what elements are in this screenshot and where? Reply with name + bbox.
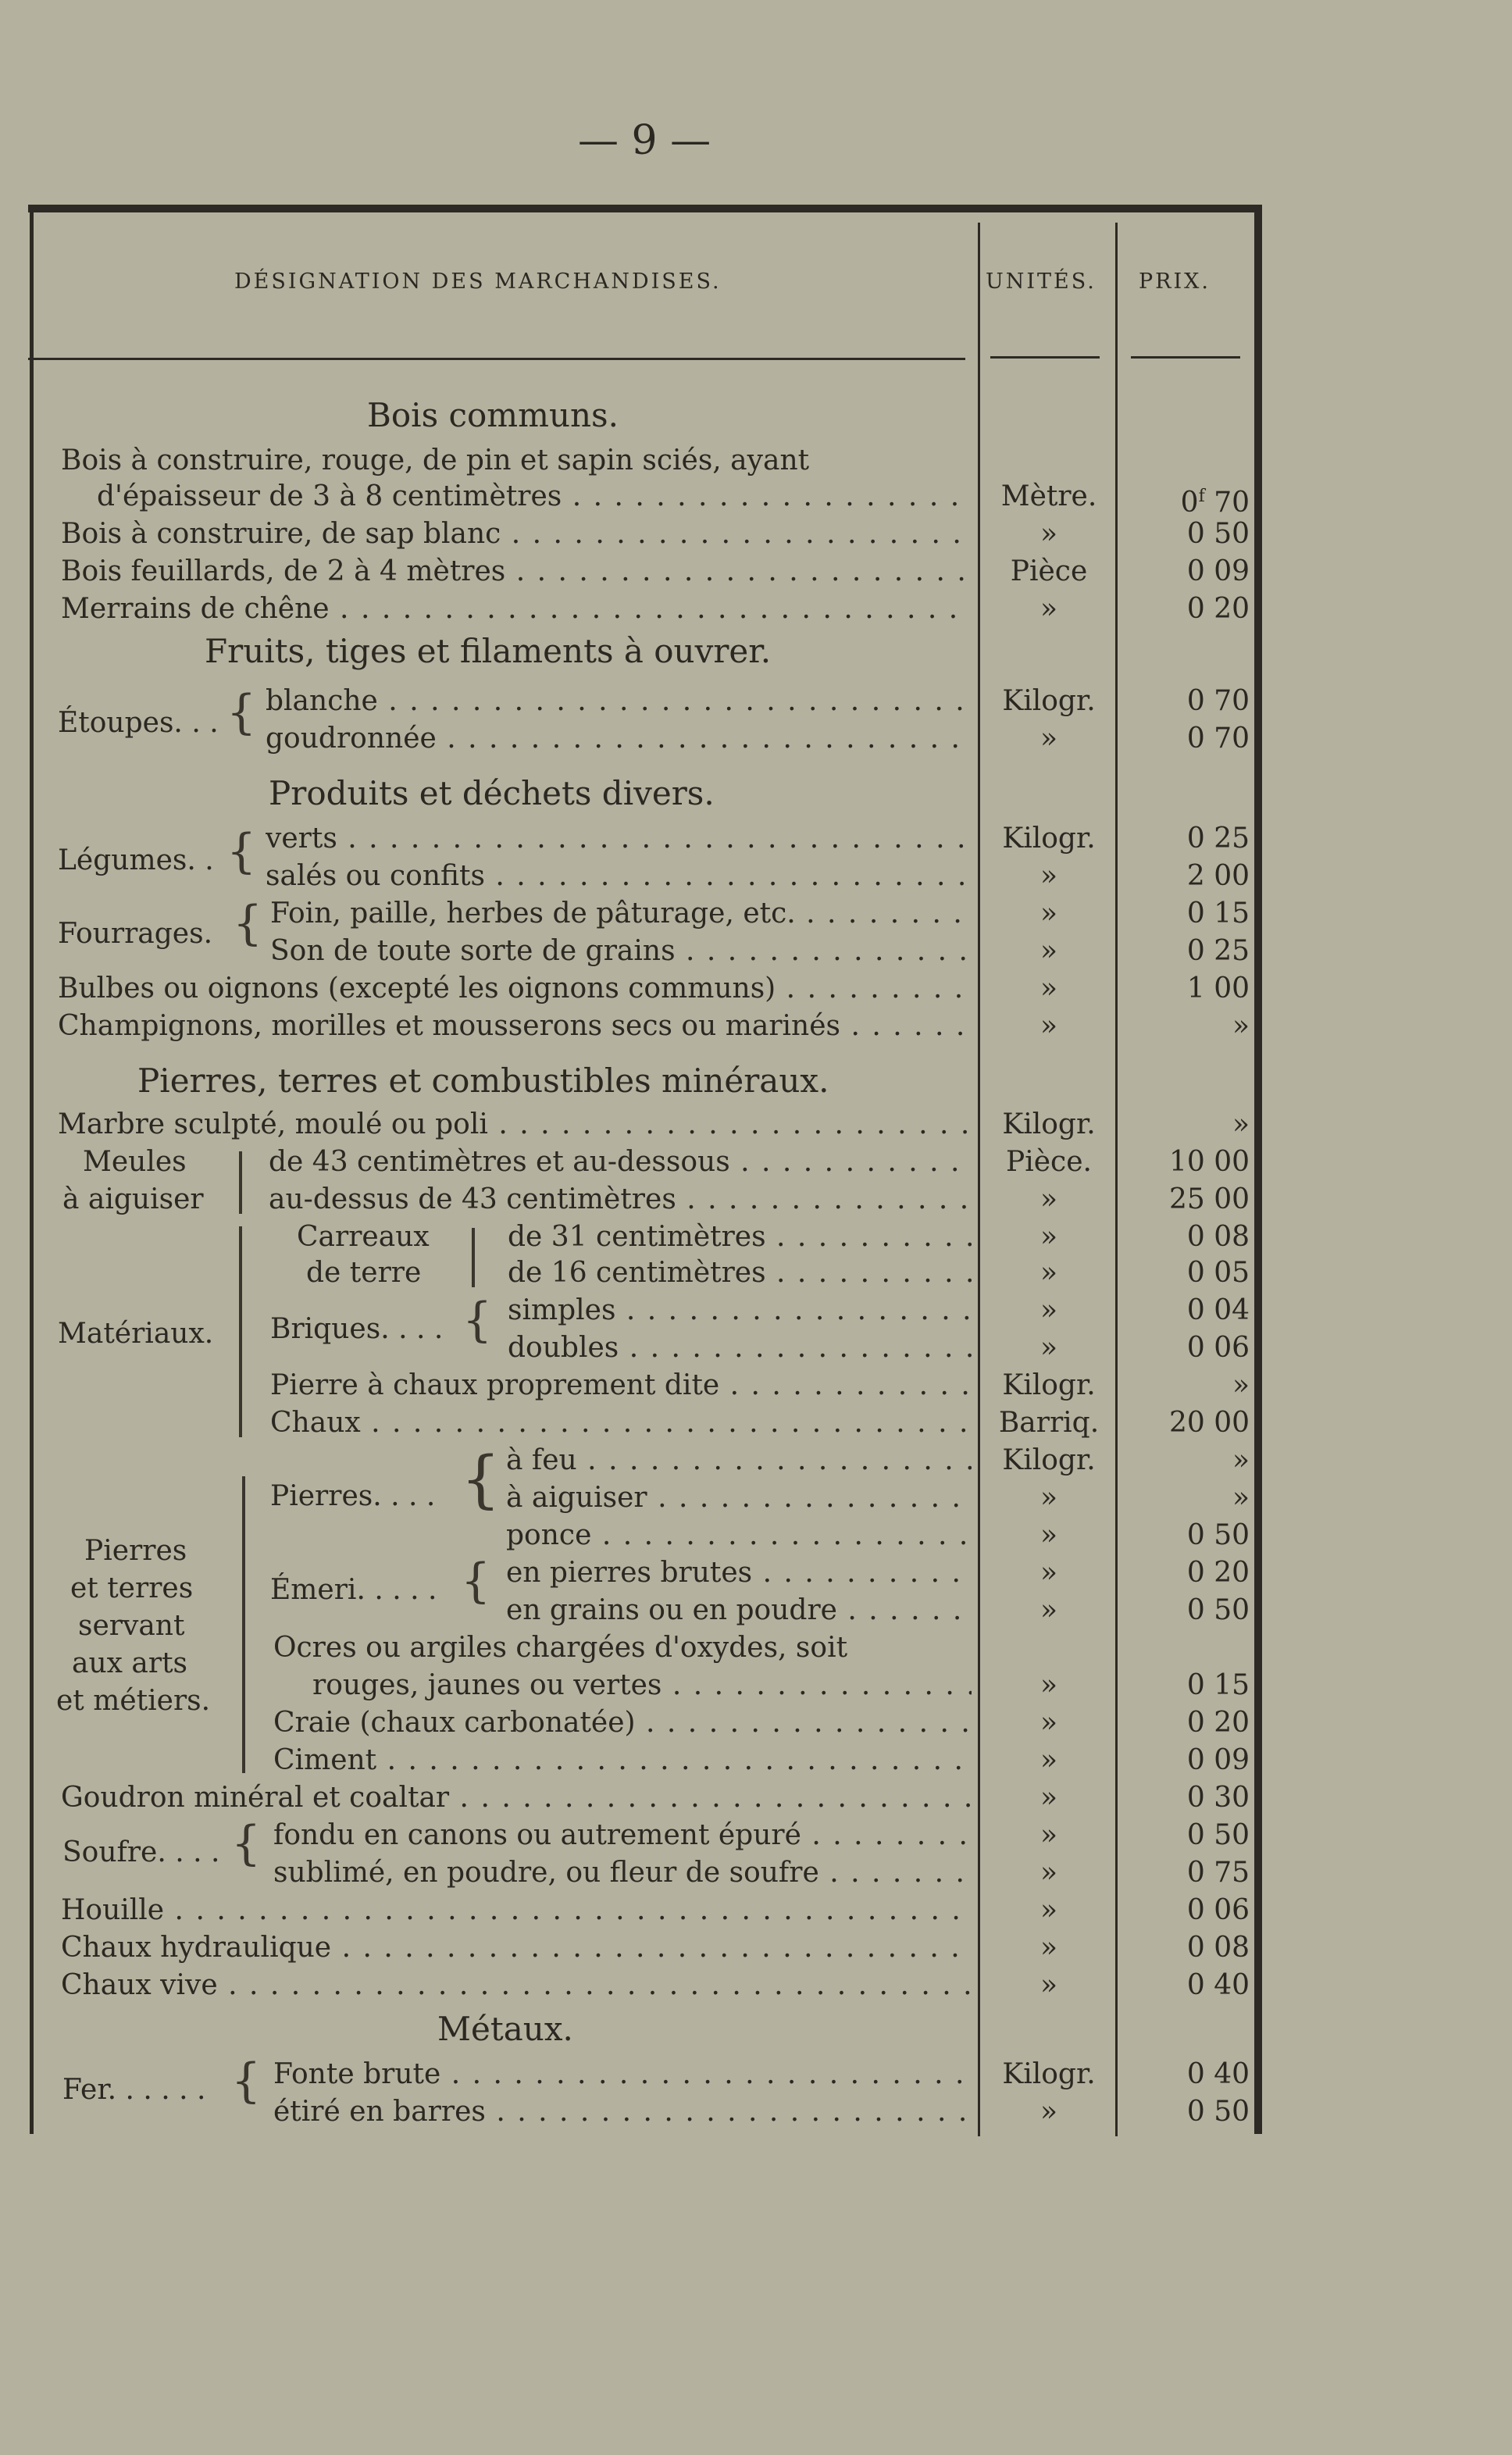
page-number: — 9 — bbox=[578, 117, 711, 164]
table-row: Bois à construire, rouge, de pin et sapin sciés, ayant bbox=[61, 444, 810, 476]
header-designation: DÉSIGNATION DES MARCHANDISES. bbox=[234, 269, 722, 294]
table-row: doubles . . . » 0 06 bbox=[0, 1329, 1512, 1367]
table-row: en pierres brutes . . . » 0 20 bbox=[0, 1554, 1512, 1592]
group-label-briques: Briques. . . . bbox=[270, 1313, 444, 1345]
group-label-emeri: Émeri. . . . . bbox=[270, 1574, 437, 1606]
group-label-legumes: Légumes. . bbox=[58, 844, 214, 876]
table-row: Ocres ou argiles chargées d'oxydes, soit bbox=[273, 1632, 848, 1664]
section-title-fruits: Fruits, tiges et filaments à ouvrer. bbox=[205, 632, 772, 670]
table-row: Chaux vive . . . » 0 40 bbox=[0, 1967, 1512, 2004]
table-row: de 43 centimètres et au-dessous . . . Pièce. 10 00 bbox=[0, 1144, 1512, 1181]
table-row: étiré en barres . . . » 0 50 bbox=[0, 2093, 1512, 2131]
table-row: Houille . . . » 0 06 bbox=[0, 1892, 1512, 1929]
section-title-bois: Bois communs. bbox=[367, 396, 619, 434]
top-rule bbox=[28, 205, 1261, 212]
table-row: Chaux . . . Barriq. 20 00 bbox=[0, 1404, 1512, 1442]
header-prix: PRIX. bbox=[1139, 269, 1211, 294]
table-row: Merrains de chêne . . . » 0 20 bbox=[0, 591, 1512, 628]
table-row: Pierre à chaux proprement dite . . . Kilogr. » bbox=[0, 1367, 1512, 1404]
table-row: Foin, paille, herbes de pâturage, etc. . . . » 0 15 bbox=[0, 895, 1512, 933]
header-rule bbox=[28, 358, 965, 360]
table-row: de 16 centimètres . . . » 0 05 bbox=[0, 1254, 1512, 1292]
group-label-materiaux: Matériaux. bbox=[58, 1318, 214, 1350]
table-row: Bois à construire, de sap blanc . . . » 0 50 bbox=[0, 516, 1512, 553]
table-row: Champignons, morilles et mousserons secs ou marinés . . . » » bbox=[0, 1008, 1512, 1045]
table-row: salés ou confits . . . » 2 00 bbox=[0, 858, 1512, 895]
section-title-metaux: Métaux. bbox=[437, 2010, 573, 2048]
table-row: en grains ou en poudre . . . » 0 50 bbox=[0, 1592, 1512, 1629]
table-row: ponce . . . » 0 50 bbox=[0, 1517, 1512, 1554]
brace: { bbox=[231, 1816, 262, 1871]
table-row: de 31 centimètres . . . » 0 08 bbox=[0, 1219, 1512, 1256]
group-label-meules-2: à aiguiser bbox=[62, 1183, 204, 1215]
group-label-pierres-sub: Pierres. . . . bbox=[270, 1480, 436, 1512]
group-label-etoupes: Étoupes. . . bbox=[58, 707, 219, 739]
table-row: rouges, jaunes ou vertes . . . » 0 15 bbox=[0, 1667, 1512, 1704]
group-label-pierres-terres: Pierres bbox=[84, 1535, 187, 1567]
brace: { bbox=[461, 1443, 501, 1515]
header-rule-prix bbox=[1131, 356, 1240, 359]
group-label-pierres-terres-4: aux arts bbox=[72, 1647, 188, 1679]
section-title-pierres: Pierres, terres et combustibles minéraux. bbox=[137, 1062, 829, 1100]
table-row: Bois feuillards, de 2 à 4 mètres . . . Pièce 0 09 bbox=[0, 553, 1512, 591]
section-title-produits: Produits et déchets divers. bbox=[269, 774, 715, 812]
table-row: Bulbes ou oignons (excepté les oignons communs) . . . » 1 00 bbox=[0, 970, 1512, 1008]
table-row: Fonte brute . . . Kilogr. 0 40 bbox=[0, 2056, 1512, 2093]
table-row: d'épaisseur de 3 à 8 centimètres . . . Mètre. 0$^f$ 70 bbox=[0, 478, 1512, 516]
table-row: simples . . . » 0 04 bbox=[0, 1292, 1512, 1329]
group-label-fourrages: Fourrages. bbox=[58, 918, 213, 950]
table-row: Craie (chaux carbonatée) . . . » 0 20 bbox=[0, 1704, 1512, 1742]
table-row: à feu . . . Kilogr. » bbox=[0, 1442, 1512, 1479]
header-unites: UNITÉS. bbox=[986, 269, 1097, 294]
brace: { bbox=[231, 2054, 262, 2108]
brace: { bbox=[233, 896, 263, 951]
table-row: Chaux hydraulique . . . » 0 08 bbox=[0, 1929, 1512, 1967]
table-row: blanche . . . Kilogr. 0 70 bbox=[0, 683, 1512, 720]
header-rule-units bbox=[990, 356, 1100, 359]
table-row: Ciment . . . » 0 09 bbox=[0, 1742, 1512, 1779]
price-cell: 0$^f$ 70 bbox=[1180, 487, 1250, 519]
table-row: au-dessus de 43 centimètres . . . » 25 00 bbox=[0, 1181, 1512, 1219]
group-label-carreaux-2: de terre bbox=[306, 1257, 422, 1289]
table-row: goudronnée . . . » 0 70 bbox=[0, 720, 1512, 758]
table-row: verts . . . Kilogr. 0 25 bbox=[0, 820, 1512, 858]
group-label-meules: Meules bbox=[83, 1146, 187, 1178]
table-row: à aiguiser . . . » » bbox=[0, 1479, 1512, 1517]
table-row: sublimé, en poudre, ou fleur de soufre . . . » 0 75 bbox=[0, 1854, 1512, 1892]
table-row: Marbre sculpté, moulé ou poli . . . Kilogr. » bbox=[0, 1106, 1512, 1144]
brace: { bbox=[462, 1293, 493, 1347]
group-label-soufre: Soufre. . . . bbox=[62, 1836, 220, 1868]
brace: { bbox=[226, 824, 257, 879]
group-label-fer: Fer. . . . . . bbox=[62, 2074, 206, 2106]
group-label-pierres-terres-5: et métiers. bbox=[56, 1685, 211, 1717]
group-label-pierres-terres-3: servant bbox=[78, 1610, 185, 1642]
table-row: fondu en canons ou autrement épuré . . . » 0 50 bbox=[0, 1817, 1512, 1854]
brace: { bbox=[226, 685, 257, 740]
table-row: Son de toute sorte de grains . . . » 0 25 bbox=[0, 933, 1512, 970]
group-label-pierres-terres-2: et terres bbox=[70, 1572, 194, 1604]
group-label-carreaux: Carreaux bbox=[297, 1221, 430, 1253]
brace: { bbox=[461, 1554, 491, 1608]
table-row: Goudron minéral et coaltar . . . » 0 30 bbox=[0, 1779, 1512, 1817]
